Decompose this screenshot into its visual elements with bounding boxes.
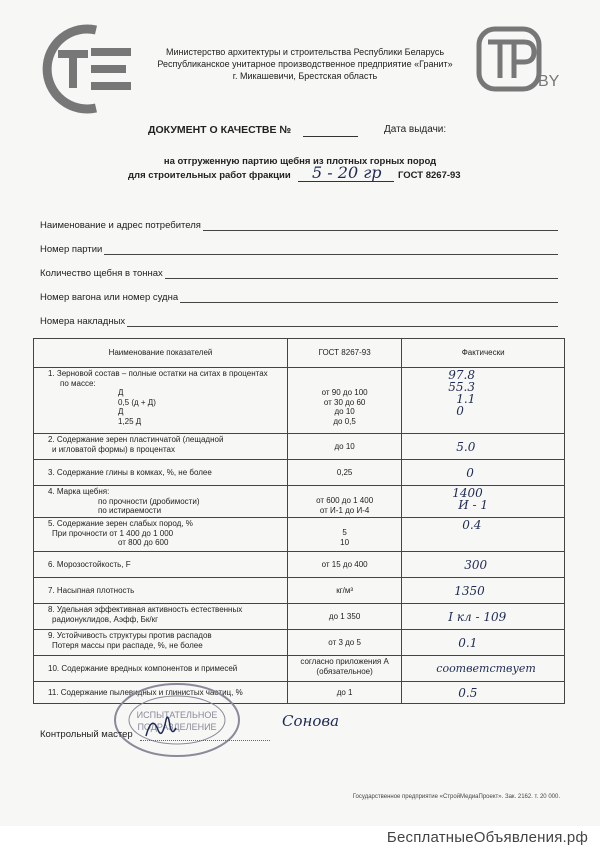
batch-number-field[interactable] xyxy=(40,244,558,255)
table-row: 7. Насыпная плотность кг/м³ 1350 xyxy=(34,578,565,604)
site-watermark xyxy=(0,826,600,852)
master-label: Контрольный мастер xyxy=(40,729,133,740)
consumer-field[interactable] xyxy=(40,220,558,231)
table-row: 4. Марка щебня: по прочности (дробимости) по истираемости от 600 до 1 400 от И-1 до И-4 1400 И - 1 xyxy=(34,486,565,518)
header-line-city: г. Микашевичи, Брестская область xyxy=(232,71,378,81)
table-row: 9. Устойчивость структуры против распадов Потеря массы при распаде, %, не более от 3 до 5 0.1 xyxy=(34,630,565,656)
quantity-field[interactable] xyxy=(40,268,558,279)
table-row: 10. Содержание вредных компонентов и примесей согласно приложения А (обязательное) соответствует xyxy=(34,656,565,682)
header-indicator: Наименование показателей xyxy=(34,339,288,368)
table-header-row xyxy=(34,339,565,368)
svg-text:BY: BY xyxy=(538,73,560,90)
standard-mark-logo xyxy=(36,22,136,117)
header-line-enterprise: Республиканское унитарное производственное предприятие «Гранит» xyxy=(157,59,453,69)
table-row: 11. Содержание пылевидных и глинистых частиц, % до 1 0.5 xyxy=(34,682,565,704)
print-footer: Государственное предприятие «СтройМедиаПроект». Зак. 2162. т. 20 000. xyxy=(352,794,560,800)
header-line-ministry: Министерство архитектуры и строительства Республики Беларусь xyxy=(165,47,445,57)
table-row: 3. Содержание глины в комках, %, не более 0,25 0 xyxy=(34,460,565,486)
wagon-number-label: Номер вагона или номер судна xyxy=(40,292,179,303)
stamp-text-2: ПОДРАЗДЕЛЕНИЕ xyxy=(137,722,217,732)
table-row: 5. Содержание зерен слабых пород, % При прочности от 1 400 до 1 000 от 800 до 600 5 10 0.4 xyxy=(34,518,565,552)
signature-mark xyxy=(140,706,180,746)
tr-by-logo xyxy=(476,26,566,94)
header-actual: Фактически xyxy=(402,339,565,368)
fraction-handwritten: 5 - 20 гр xyxy=(312,163,382,182)
subtitle-fraction: для строительных работ фракции xyxy=(128,170,291,181)
stamp-text-1: ИСПЫТАТЕЛЬНОЕ xyxy=(136,710,218,720)
wagon-number-field[interactable] xyxy=(40,292,558,303)
waybill-field[interactable] xyxy=(40,316,558,327)
document-number-field[interactable] xyxy=(303,136,358,137)
table-row: 6. Морозостойкость, F от 15 до 400 300 xyxy=(34,552,565,578)
table-row: 8. Удельная эффективная активность естественных радионуклидов, Аэфф, Бк/кг до 1 350 I кл - 109 xyxy=(34,604,565,630)
header-gost: ГОСТ 8267-93 xyxy=(287,339,401,368)
issue-date-label: Дата выдачи: xyxy=(384,124,447,135)
consumer-label: Наименование и адрес потребителя xyxy=(40,220,201,231)
master-name-handwritten: Сонова xyxy=(282,712,340,730)
quantity-label: Количество щебня в тоннах xyxy=(40,268,163,279)
gost-reference: ГОСТ 8267-93 xyxy=(398,170,461,181)
table-row: 2. Содержание зерен пластинчатой (лещадной и игловатой формы) в процентах до 10 5.0 xyxy=(34,434,565,460)
organization-header xyxy=(130,46,480,82)
quality-table xyxy=(33,338,565,704)
subtitle-shipment: на отгруженную партию щебня из плотных горных пород xyxy=(163,156,437,167)
watermark-text: БесплатныеОбъявления.рф xyxy=(386,829,588,846)
batch-number-label: Номер партии xyxy=(40,244,103,255)
table-row: 1. Зерновой состав – полные остатки на ситах в процентах по массе: Д 0,5 (д + Д) Д 1,25 Д от 90 до 100 от 30 до 60 до 10 до 0,5 97.8 55.3 1.1 0 xyxy=(34,368,565,434)
waybill-label: Номера накладных xyxy=(40,316,126,327)
document-title: ДОКУМЕНТ О КАЧЕСТВЕ № xyxy=(148,124,292,136)
